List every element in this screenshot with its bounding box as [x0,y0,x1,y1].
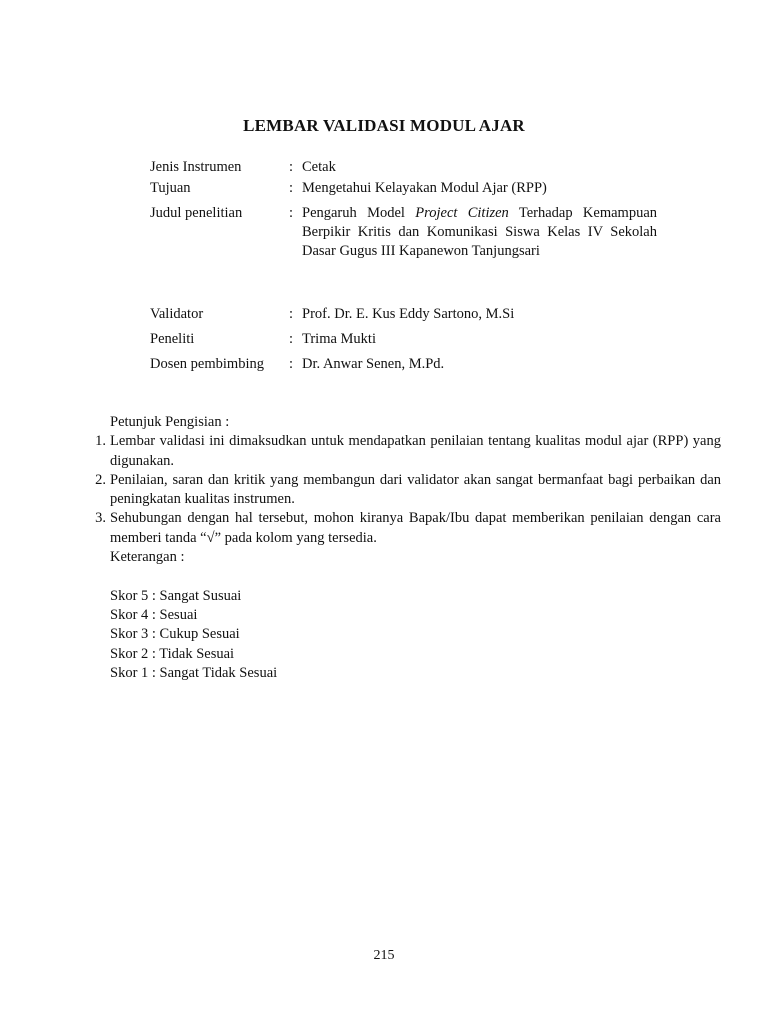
field-label: Tujuan [150,180,191,196]
judul-text-post: Terhadap Kemampuan Berpikir Kritis dan Komunikasi Siswa Kelas IV Sekolah Dasar Gugus III Kapanewon Tanjungsari [302,205,657,259]
field-label: Validator [150,306,204,322]
field-separator: : [289,205,294,221]
field-separator: : [289,331,294,347]
instruction-item [78,471,721,510]
skor-item: Skor 3 : Cukup Sesuai [110,626,240,643]
field-separator: : [289,356,294,372]
document-title: LEMBAR VALIDASI MODUL AJAR [243,116,525,135]
instruction-text: Sehubungan dengan hal tersebut, mohon kiranya Bapak/Ibu dapat memberikan penilaian dengan cara memberi tanda “√” pada kolom yang tersedia. [110,510,721,546]
skor-list [110,587,721,683]
field-value: Dr. Anwar Senen, M.Pd. [302,356,445,372]
instruction-number: 3. [95,510,106,527]
skor-item: Skor 4 : Sesuai [110,606,198,623]
field-value: Prof. Dr. E. Kus Eddy Sartono, M.Si [302,306,515,322]
keterangan-label: Keterangan : [110,549,185,566]
instruction-number: 2. [95,471,106,488]
instruction-item [78,509,721,548]
field-value [302,204,657,261]
field-label: Jenis Instrumen [150,159,242,175]
instructions-heading: Petunjuk Pengisian : [110,414,230,430]
instruction-text: Penilaian, saran dan kritik yang membangun dari validator akan sangat bermanfaat bagi perbaikan dan peningkatan kualitas instrumen. [110,471,721,508]
instruction-text: Lembar validasi ini dimaksudkan untuk mendapatkan penilaian tentang kualitas modul ajar (RPP) yang digunakan. [110,433,721,469]
field-label: Peneliti [150,331,195,347]
skor-item: Skor 2 : Tidak Sesuai [110,645,235,662]
skor-item: Skor 5 : Sangat Susuai [110,587,242,604]
field-value: Trima Mukti [302,331,376,347]
field-label: Dosen pembimbing [150,356,264,372]
judul-text-italic: Project Citizen [415,205,509,221]
instructions-section [78,413,721,683]
field-value: Cetak [302,159,336,175]
field-label: Judul penelitian [150,205,243,221]
field-separator: : [289,306,294,322]
instruction-number: 1. [95,433,106,450]
field-separator: : [289,159,294,175]
judul-text-pre: Pengaruh Model [302,205,416,221]
page-number: 215 [373,948,395,963]
instruction-item [78,432,721,471]
field-separator: : [289,180,294,196]
skor-item: Skor 1 : Sangat Tidak Sesuai [110,664,278,681]
field-value: Mengetahui Kelayakan Modul Ajar (RPP) [302,180,547,196]
